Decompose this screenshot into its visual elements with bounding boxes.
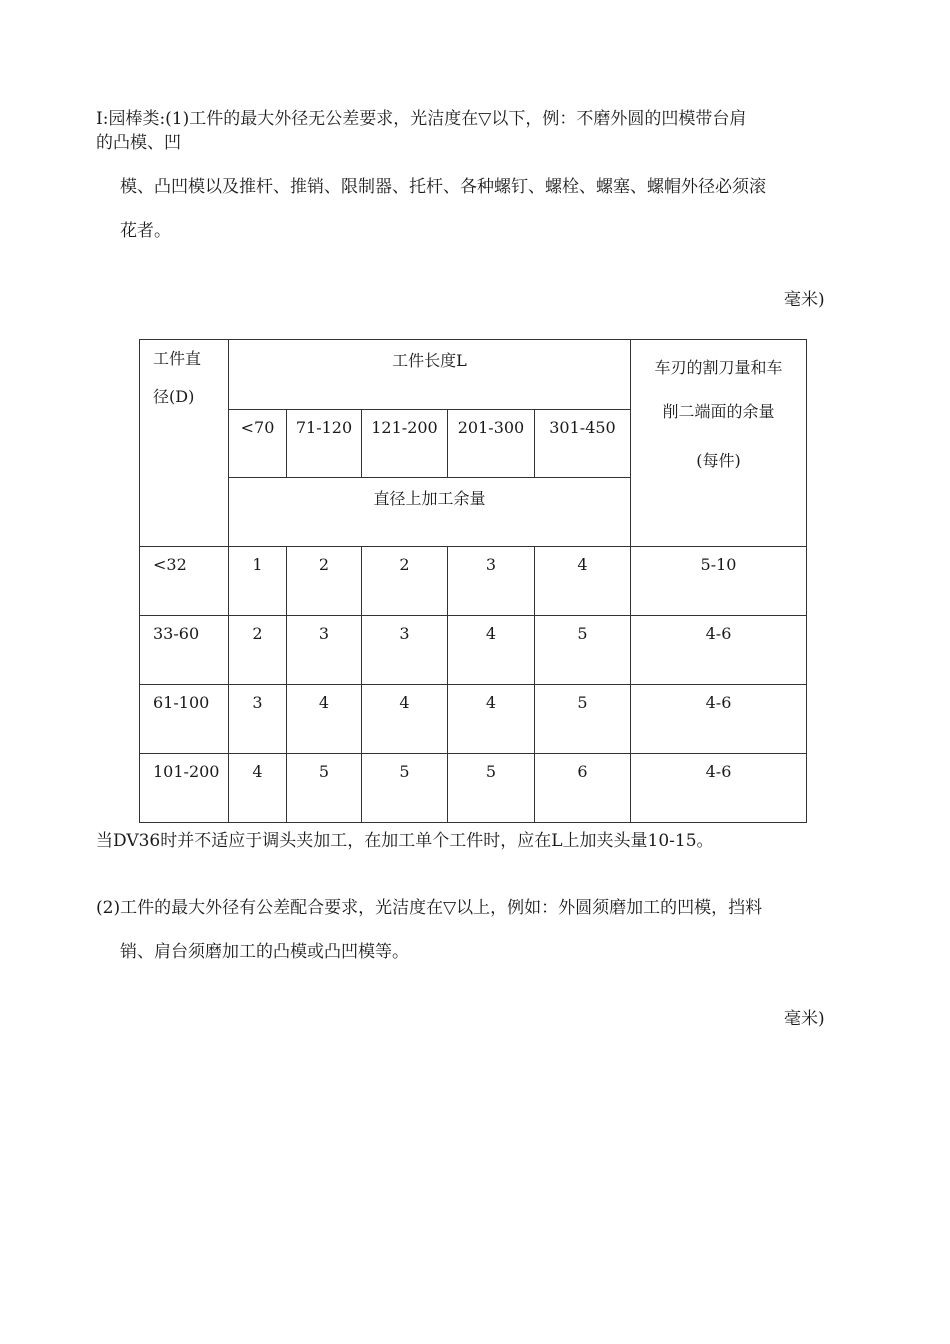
diameter-allowance-header: 直径上加工余量 (229, 478, 631, 547)
section1-line3: 模、凸凹模以及推杆、推销、限制器、托杆、各种螺钉、螺栓、螺塞、螺帽外径必须滚 (120, 177, 766, 197)
row-diameter: 101-200 (140, 754, 229, 823)
table-note: 当DV36时并不适应于调头夹加工，在加工单个工件时，应在L上加夹头量10-15。 (96, 831, 714, 851)
length-col-4: 201-300 (448, 410, 535, 478)
table-row (140, 754, 807, 823)
unit-label-2: 毫米) (784, 1009, 825, 1029)
end-allowance-header (631, 340, 807, 547)
allowance-table (139, 339, 807, 823)
length-col-5: 301-450 (535, 410, 631, 478)
row-value: 2 (229, 616, 287, 685)
row-value: 4 (229, 754, 287, 823)
row-value: 3 (287, 616, 362, 685)
row-value: 5 (287, 754, 362, 823)
length-col-1: <70 (229, 410, 287, 478)
section2-line2: 销、肩台须磨加工的凸模或凸凹模等。 (120, 942, 409, 962)
row-value: 6 (535, 754, 631, 823)
row-diameter: 33-60 (140, 616, 229, 685)
end-allowance-line1: 车刃的割刀量和车 (654, 358, 783, 377)
row-end-allowance: 4-6 (631, 616, 807, 685)
row-value: 4 (448, 616, 535, 685)
row-value: 4 (535, 547, 631, 616)
row-value: 5 (535, 685, 631, 754)
row-end-allowance: 4-6 (631, 754, 807, 823)
row-value: 5 (448, 754, 535, 823)
row-value: 3 (229, 685, 287, 754)
section1-line4: 花者。 (120, 221, 171, 241)
row-value: 4 (362, 685, 448, 754)
row-value: 5 (362, 754, 448, 823)
section1-line1: I:园棒类:(1)工件的最大外径无公差要求，光洁度在▽以下，例：不磨外圆的凹模带台肩 (96, 109, 747, 129)
row-value: 1 (229, 547, 287, 616)
table-row (140, 547, 807, 616)
table-row (140, 616, 807, 685)
length-header: 工件长度L (229, 340, 631, 410)
diameter-header-line1: 工件直 (153, 349, 202, 368)
row-diameter: 61-100 (140, 685, 229, 754)
diameter-header (140, 340, 229, 547)
row-diameter: <32 (140, 547, 229, 616)
row-value: 3 (362, 616, 448, 685)
row-value: 3 (448, 547, 535, 616)
row-end-allowance: 4-6 (631, 685, 807, 754)
end-allowance-line3: (每件) (696, 451, 741, 470)
diameter-header-line2: 径(D) (153, 387, 195, 406)
length-col-3: 121-200 (362, 410, 448, 478)
row-value: 5 (535, 616, 631, 685)
section2-line1: (2)工件的最大外径有公差配合要求，光洁度在▽以上，例如：外圆须磨加工的凹模，挡料 (96, 898, 763, 918)
end-allowance-line2: 削二端面的余量 (662, 402, 775, 421)
section1-line2: 的凸模、凹 (96, 133, 181, 153)
unit-label: 毫米) (784, 290, 825, 310)
length-col-2: 71-120 (287, 410, 362, 478)
row-value: 2 (362, 547, 448, 616)
row-end-allowance: 5-10 (631, 547, 807, 616)
table-row (140, 685, 807, 754)
row-value: 2 (287, 547, 362, 616)
row-value: 4 (448, 685, 535, 754)
row-value: 4 (287, 685, 362, 754)
